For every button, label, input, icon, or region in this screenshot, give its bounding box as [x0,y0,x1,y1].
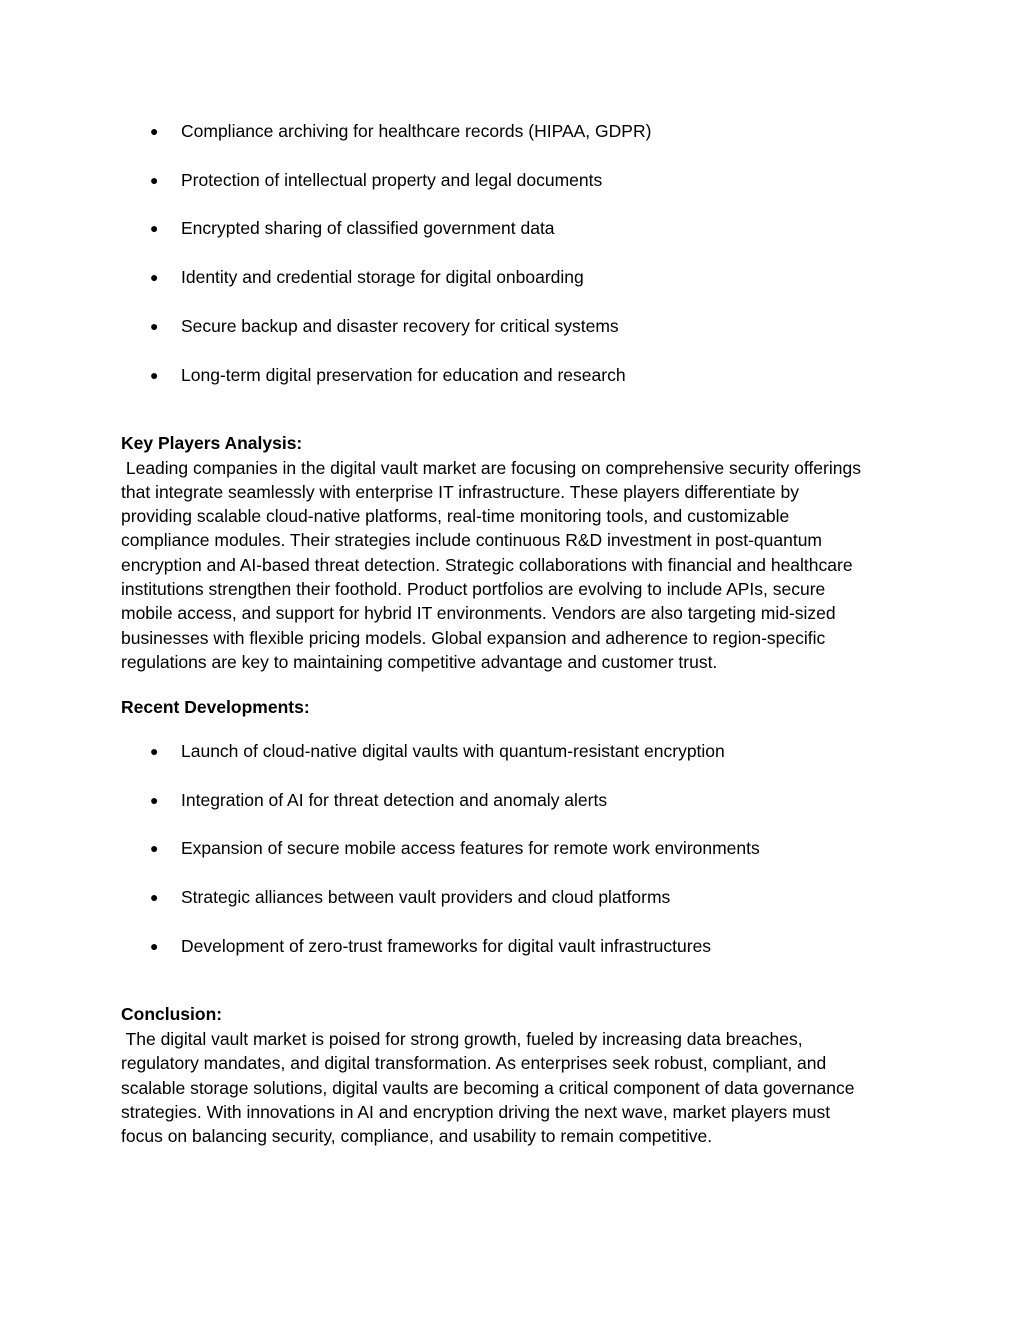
bullet-icon: ● [150,269,159,286]
list-item-text: Protection of intellectual property and legal documents [181,169,603,190]
list-item [0,168,1024,192]
key-players-paragraph [121,456,921,675]
bullet-icon: ● [150,123,159,139]
conclusion-paragraph [121,1027,921,1148]
list-item [0,885,1024,909]
bullet-icon: ● [150,220,159,237]
bullet-icon: ● [150,937,159,954]
recent-developments-heading: Recent Developments: [121,697,310,717]
paragraph-line: encryption and AI-based threat detection. Strategic collaborations with financial and healthcare [121,554,853,575]
paragraph-line: mobile access, and support for hybrid IT environments. Vendors are also targeting mid-sized [121,603,836,624]
list-item-text: Integration of AI for threat detection and anomaly alerts [181,789,608,810]
list-item-text: Strategic alliances between vault providers and cloud platforms [181,887,671,908]
list-item-text: Encrypted sharing of classified government data [181,218,555,239]
list-item [0,934,1024,958]
list-item [0,119,1024,143]
paragraph-line: The digital vault market is poised for strong growth, fueled by increasing data breaches, [121,1029,803,1049]
list-item-text: Launch of cloud-native digital vaults with quantum-resistant encryption [181,741,725,761]
list-item [0,363,1024,387]
key-players-heading: Key Players Analysis: [121,433,303,453]
bullet-icon: ● [150,791,159,808]
bullet-icon: ● [150,889,159,906]
list-item [0,216,1024,240]
list-item [0,314,1024,338]
paragraph-line: providing scalable cloud-native platforms, real-time monitoring tools, and customizable [121,506,790,527]
list-item-text: Compliance archiving for healthcare records (HIPAA, GDPR) [181,121,652,141]
list-item-text: Development of zero-trust frameworks for digital vault infrastructures [181,935,712,956]
bullet-icon: ● [150,743,159,759]
paragraph-line: that integrate seamlessly with enterprise IT infrastructure. These players differentiate by [121,481,799,502]
paragraph-line: Leading companies in the digital vault market are focusing on comprehensive security offerings [121,457,861,478]
paragraph-line: regulations are key to maintaining competitive advantage and customer trust. [121,651,718,672]
bullet-icon: ● [150,317,159,334]
list-item [0,265,1024,289]
paragraph-line: compliance modules. Their strategies include continuous R&D investment in post-quantum [121,530,823,551]
paragraph-line: focus on balancing security, compliance, and usability to remain competitive. [121,1126,713,1147]
list-item-text: Secure backup and disaster recovery for critical systems [181,315,619,336]
list-item-text: Identity and credential storage for digital onboarding [181,267,584,288]
conclusion-heading: Conclusion: [121,1004,223,1024]
list-item [0,788,1024,812]
bullet-icon: ● [150,366,159,383]
list-item [0,739,1024,763]
list-item-text: Long-term digital preservation for education and research [181,364,626,385]
paragraph-line: strategies. With innovations in AI and encryption driving the next wave, market players must [121,1101,831,1122]
bullet-icon: ● [150,840,159,857]
list-item-text: Expansion of secure mobile access features for remote work environments [181,838,760,859]
bullet-icon: ● [150,171,159,188]
paragraph-line: businesses with flexible pricing models. Global expansion and adherence to region-specific [121,627,826,648]
paragraph-line: scalable storage solutions, digital vaults are becoming a critical component of data governance [121,1077,855,1098]
list-item [0,836,1024,860]
paragraph-line: institutions strengthen their foothold. Product portfolios are evolving to include APIs, secure [121,578,826,599]
paragraph-line: regulatory mandates, and digital transformation. As enterprises seek robust, compliant, and [121,1053,827,1074]
